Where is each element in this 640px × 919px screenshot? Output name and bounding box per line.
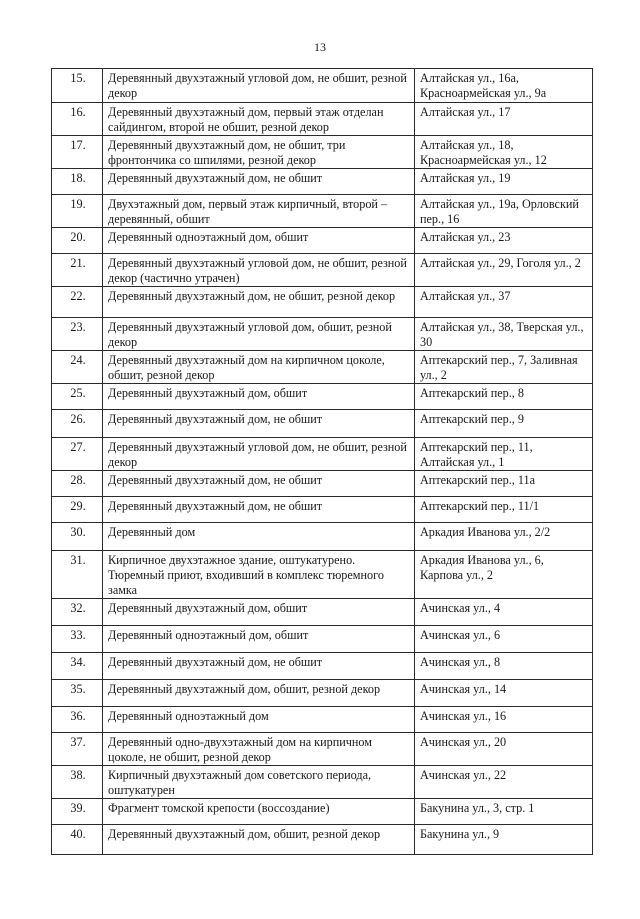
row-number-cell: 36.	[52, 707, 103, 733]
table-row	[52, 471, 593, 497]
row-number-cell: 24.	[52, 351, 103, 384]
heritage-objects-table	[51, 68, 593, 855]
object-address-cell: Алтайская ул., 37	[415, 287, 593, 318]
row-number-cell: 15.	[52, 69, 103, 103]
object-address-cell: Аптекарский пер., 7, Заливная ул., 2	[415, 351, 593, 384]
object-description-cell: Деревянный двухэтажный дом, обшит, резной декор	[103, 680, 415, 707]
table-row	[52, 551, 593, 599]
table-row	[52, 766, 593, 799]
object-description-cell: Деревянный двухэтажный дом, не обшит	[103, 471, 415, 497]
page-number: 13	[314, 40, 326, 54]
object-description-cell: Деревянный двухэтажный дом, обшит, резной декор	[103, 825, 415, 855]
row-number-cell: 31.	[52, 551, 103, 599]
object-description-cell: Кирпичный двухэтажный дом советского периода, оштукатурен	[103, 766, 415, 799]
object-description-cell: Деревянный двухэтажный дом, не обшит, три фронтончика со шпилями, резной декор	[103, 136, 415, 169]
object-description-cell: Деревянный дом	[103, 523, 415, 551]
object-description-cell: Деревянный двухэтажный дом, первый этаж отделан сайдингом, второй не обшит, резной декор	[103, 103, 415, 136]
object-description-cell: Деревянный двухэтажный угловой дом, не обшит, резной декор	[103, 69, 415, 103]
object-description-cell: Деревянный двухэтажный дом на кирпичном цоколе, обшит, резной декор	[103, 351, 415, 384]
row-number-cell: 20.	[52, 228, 103, 254]
object-description-cell: Деревянный двухэтажный угловой дом, не обшит, резной декор	[103, 438, 415, 471]
row-number-cell: 25.	[52, 384, 103, 410]
object-address-cell: Алтайская ул., 29, Гоголя ул., 2	[415, 254, 593, 287]
row-number-cell: 17.	[52, 136, 103, 169]
object-description-cell: Фрагмент томской крепости (воссоздание)	[103, 799, 415, 825]
object-address-cell: Алтайская ул., 16а, Красноармейская ул., 9а	[415, 69, 593, 103]
row-number-cell: 39.	[52, 799, 103, 825]
row-number-cell: 30.	[52, 523, 103, 551]
object-description-cell: Деревянный одно-двухэтажный дом на кирпичном цоколе, не обшит, резной декор	[103, 733, 415, 766]
object-description-cell: Деревянный двухэтажный дом, не обшит, резной декор	[103, 287, 415, 318]
table-row	[52, 384, 593, 410]
row-number-cell: 29.	[52, 497, 103, 523]
table-row	[52, 707, 593, 733]
row-number-cell: 37.	[52, 733, 103, 766]
object-description-cell: Деревянный двухэтажный дом, не обшит	[103, 410, 415, 438]
object-address-cell: Ачинская ул., 20	[415, 733, 593, 766]
row-number-cell: 21.	[52, 254, 103, 287]
object-address-cell: Алтайская ул., 19	[415, 169, 593, 195]
row-number-cell: 23.	[52, 318, 103, 351]
table-row	[52, 351, 593, 384]
row-number-cell: 35.	[52, 680, 103, 707]
row-number-cell: 28.	[52, 471, 103, 497]
table-row	[52, 318, 593, 351]
row-number-cell: 19.	[52, 195, 103, 228]
row-number-cell: 27.	[52, 438, 103, 471]
row-number-cell: 22.	[52, 287, 103, 318]
table-row	[52, 228, 593, 254]
object-address-cell: Алтайская ул., 18, Красноармейская ул., 12	[415, 136, 593, 169]
object-address-cell: Алтайская ул., 23	[415, 228, 593, 254]
row-number-cell: 32.	[52, 599, 103, 626]
object-description-cell: Деревянный одноэтажный дом, обшит	[103, 626, 415, 653]
row-number-cell: 26.	[52, 410, 103, 438]
table-row	[52, 169, 593, 195]
row-number-cell: 40.	[52, 825, 103, 855]
row-number-cell: 16.	[52, 103, 103, 136]
table-row	[52, 799, 593, 825]
object-address-cell: Ачинская ул., 16	[415, 707, 593, 733]
object-description-cell: Деревянный двухэтажный дом, не обшит	[103, 653, 415, 680]
object-address-cell: Алтайская ул., 17	[415, 103, 593, 136]
row-number-cell: 38.	[52, 766, 103, 799]
object-address-cell: Ачинская ул., 4	[415, 599, 593, 626]
table-row	[52, 523, 593, 551]
table-row	[52, 410, 593, 438]
row-number-cell: 33.	[52, 626, 103, 653]
table-row	[52, 287, 593, 318]
row-number-cell: 34.	[52, 653, 103, 680]
table-row	[52, 653, 593, 680]
object-address-cell: Бакунина ул., 3, стр. 1	[415, 799, 593, 825]
object-description-cell: Двухэтажный дом, первый этаж кирпичный, второй – деревянный, обшит	[103, 195, 415, 228]
object-address-cell: Аптекарский пер., 11а	[415, 471, 593, 497]
object-description-cell: Деревянный двухэтажный дом, не обшит	[103, 169, 415, 195]
object-address-cell: Аркадия Иванова ул., 6, Карпова ул., 2	[415, 551, 593, 599]
object-address-cell: Аптекарский пер., 8	[415, 384, 593, 410]
object-address-cell: Алтайская ул., 38, Тверская ул., 30	[415, 318, 593, 351]
object-address-cell: Бакунина ул., 9	[415, 825, 593, 855]
object-description-cell: Деревянный одноэтажный дом	[103, 707, 415, 733]
object-description-cell: Деревянный двухэтажный дом, не обшит	[103, 497, 415, 523]
object-address-cell: Аптекарский пер., 9	[415, 410, 593, 438]
table-row	[52, 136, 593, 169]
object-address-cell: Ачинская ул., 22	[415, 766, 593, 799]
table-row	[52, 438, 593, 471]
object-description-cell: Деревянный двухэтажный угловой дом, обшит, резной декор	[103, 318, 415, 351]
object-address-cell: Ачинская ул., 6	[415, 626, 593, 653]
object-address-cell: Аптекарский пер., 11, Алтайская ул., 1	[415, 438, 593, 471]
table-row	[52, 626, 593, 653]
table-row	[52, 254, 593, 287]
table-row	[52, 599, 593, 626]
object-description-cell: Деревянный двухэтажный дом, обшит	[103, 599, 415, 626]
object-address-cell: Аптекарский пер., 11/1	[415, 497, 593, 523]
table-row	[52, 733, 593, 766]
object-description-cell: Деревянный двухэтажный угловой дом, не обшит, резной декор (частично утрачен)	[103, 254, 415, 287]
table-row	[52, 195, 593, 228]
table-row	[52, 103, 593, 136]
object-address-cell: Ачинская ул., 8	[415, 653, 593, 680]
row-number-cell: 18.	[52, 169, 103, 195]
object-description-cell: Деревянный одноэтажный дом, обшит	[103, 228, 415, 254]
object-address-cell: Алтайская ул., 19а, Орловский пер., 16	[415, 195, 593, 228]
table-row	[52, 497, 593, 523]
table-row	[52, 69, 593, 103]
object-address-cell: Ачинская ул., 14	[415, 680, 593, 707]
table-row	[52, 825, 593, 855]
table-row	[52, 680, 593, 707]
object-description-cell: Кирпичное двухэтажное здание, оштукатурено. Тюремный приют, входивший в комплекс тюремного замка	[103, 551, 415, 599]
object-address-cell: Аркадия Иванова ул., 2/2	[415, 523, 593, 551]
object-description-cell: Деревянный двухэтажный дом, обшит	[103, 384, 415, 410]
table-body	[52, 69, 593, 855]
